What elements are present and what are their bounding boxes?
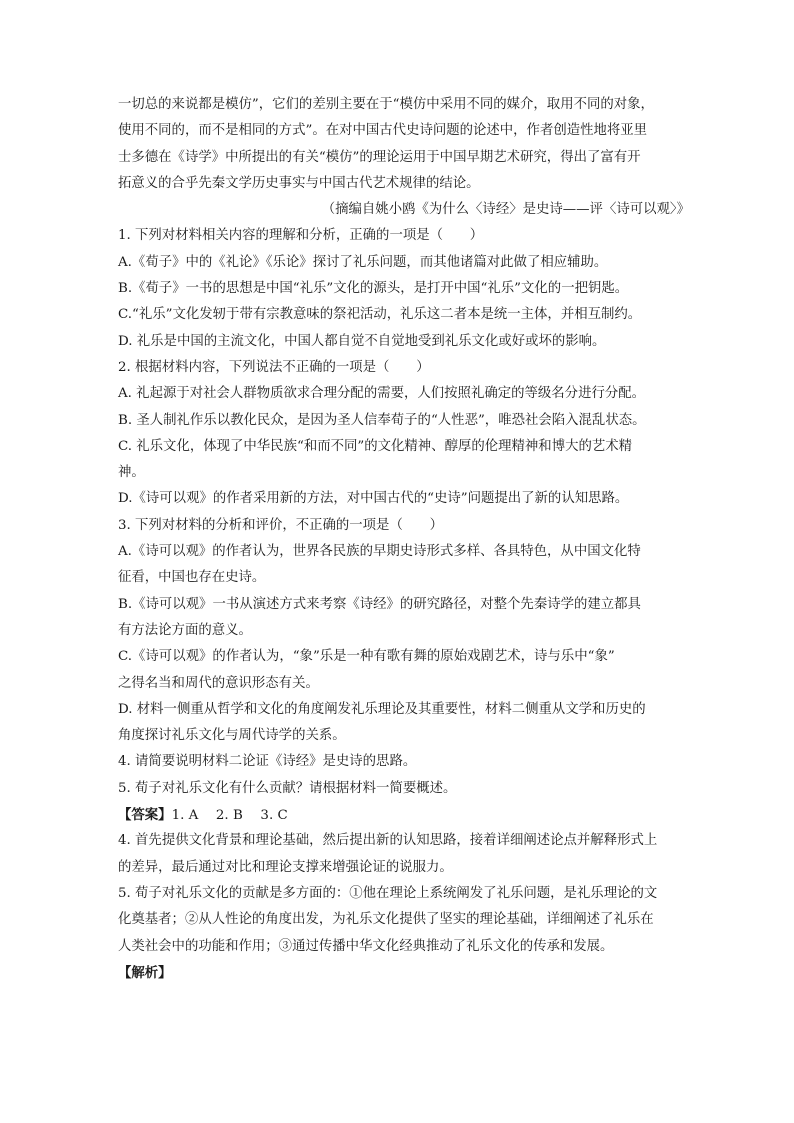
- question-3-option-b: B.《诗可以观》一书从演述方式来考察《诗经》的研究路径，对整个先秦诗学的建立都具: [118, 596, 641, 612]
- passage-line: 使用不同的，而不是相同的方式”。在对中国古代史诗问题的论述中，作者创造性地将亚里: [118, 123, 648, 139]
- question-1-option-c: C.“礼乐”文化发轫于带有宗教意味的祭祀活动，礼乐这二者本是统一主体，并相互制约。: [118, 307, 642, 323]
- question-3-option-d: D. 材料一侧重从哲学和文化的角度阐发礼乐理论及其重要性，材料二侧重从文学和历史的: [118, 701, 646, 717]
- question-1-option-a: A.《荀子》中的《礼论》《乐论》探讨了礼乐问题，而其他诸篇对此做了相应辅助。: [118, 254, 608, 270]
- passage-source: （摘编自姚小鸥《为什么〈诗经〉是史诗——评〈诗可以观〉》: [321, 202, 690, 218]
- question-3: [118, 513, 694, 750]
- answer-5-line: 化奠基者；②从人性论的角度出发，为礼乐文化提供了坚实的理论基础，详细阐述了礼乐在: [118, 912, 654, 928]
- question-3-option-d-cont: 角度探讨礼乐文化与周代诗学的关系。: [118, 728, 346, 744]
- question-3-option-a-cont: 征看，中国也存在史诗。: [118, 570, 266, 586]
- question-3-option-a: A.《诗可以观》的作者认为，世界各民族的早期史诗形式多样、各具特色，从中国文化特: [118, 544, 641, 560]
- passage: [118, 92, 694, 223]
- question-1-option-d: D. 礼乐是中国的主流文化，中国人都自觉不自觉地受到礼乐文化或好或坏的影响。: [118, 333, 606, 349]
- passage-line: 一切总的来说都是模仿”，它们的差别主要在于“模仿中采用不同的媒介，取用不同的对象，: [118, 97, 654, 112]
- answer-section: [118, 802, 694, 960]
- question-2-option-c: C. 礼乐文化，体现了中华民族“和而不同”的文化精神、醇厚的伦理精神和博大的艺术精: [118, 438, 633, 454]
- answer-5-line: 5. 荀子对礼乐文化的贡献是多方面的：①他在理论上系统阐发了礼乐问题，是礼乐理论的文: [118, 885, 658, 901]
- question-2-option-d: D.《诗可以观》的作者采用新的方法，对中国古代的“史诗”问题提出了新的认知思路。: [118, 491, 629, 507]
- answer-4-line: 的差异，最后通过对比和理论支撑来增强论证的说服力。: [118, 859, 453, 875]
- answer-label: 【答案】: [118, 807, 172, 824]
- question-2-option-c-cont: 神。: [118, 465, 145, 481]
- question-3-option-b-cont: 有方法论方面的意义。: [118, 622, 252, 638]
- question-1-stem: 1. 下列对材料相关内容的理解和分析，正确的一项是（ ）: [118, 228, 484, 244]
- question-5-stem: 5. 荀子对礼乐文化有什么贡献？请根据材料一简要概述。: [118, 780, 457, 796]
- answer-5-line: 人类社会中的功能和作用；③通过传播中华文化经典推动了礼乐文化的传承和发展。: [118, 938, 614, 954]
- question-3-option-c: C.《诗可以观》的作者认为，“象”乐是一种有歌有舞的原始戏剧艺术，诗与乐中“象”: [118, 649, 615, 665]
- question-1-option-b: B.《荀子》一书的思想是中国“礼乐”文化的源头，是打开中国“礼乐”文化的一把钥匙。: [118, 281, 629, 297]
- question-2-stem: 2. 根据材料内容，下列说法不正确的一项是（ ）: [118, 359, 430, 375]
- question-2-option-a: A. 礼起源于对社会人群物质欲求合理分配的需要，人们按照礼确定的等级名分进行分配。: [118, 386, 646, 402]
- question-1: [118, 223, 694, 354]
- question-4-stem: 4. 请简要说明材料二论证《诗经》是史诗的思路。: [118, 754, 417, 770]
- question-2-option-b: B. 圣人制礼作乐以教化民众，是因为圣人信奉荀子的“人性恶”，唯恐社会陷入混乱状态。: [118, 412, 646, 428]
- question-3-option-c-cont: 之得名当和周代的意识形态有关。: [118, 675, 319, 691]
- answer-choices: 1. A 2. B 3. C: [171, 808, 288, 824]
- analysis-label: 【解析】: [118, 964, 172, 981]
- passage-line: 拓意义的合乎先秦文学历史事实与中国古代艺术规律的结论。: [118, 175, 480, 191]
- answer-choices-line: [118, 802, 694, 828]
- document-body: [118, 92, 694, 986]
- question-3-stem: 3. 下列对材料的分析和评价，不正确的一项是（ ）: [118, 517, 444, 533]
- question-2: [118, 355, 694, 513]
- passage-line: 士多德在《诗学》中所提出的有关“模仿”的理论运用于中国早期艺术研究，得出了富有开: [118, 149, 641, 165]
- answer-4-line: 4. 首先提供文化背景和理论基础，然后提出新的认知思路，接着详细阐述论点并解释形式上: [118, 833, 658, 849]
